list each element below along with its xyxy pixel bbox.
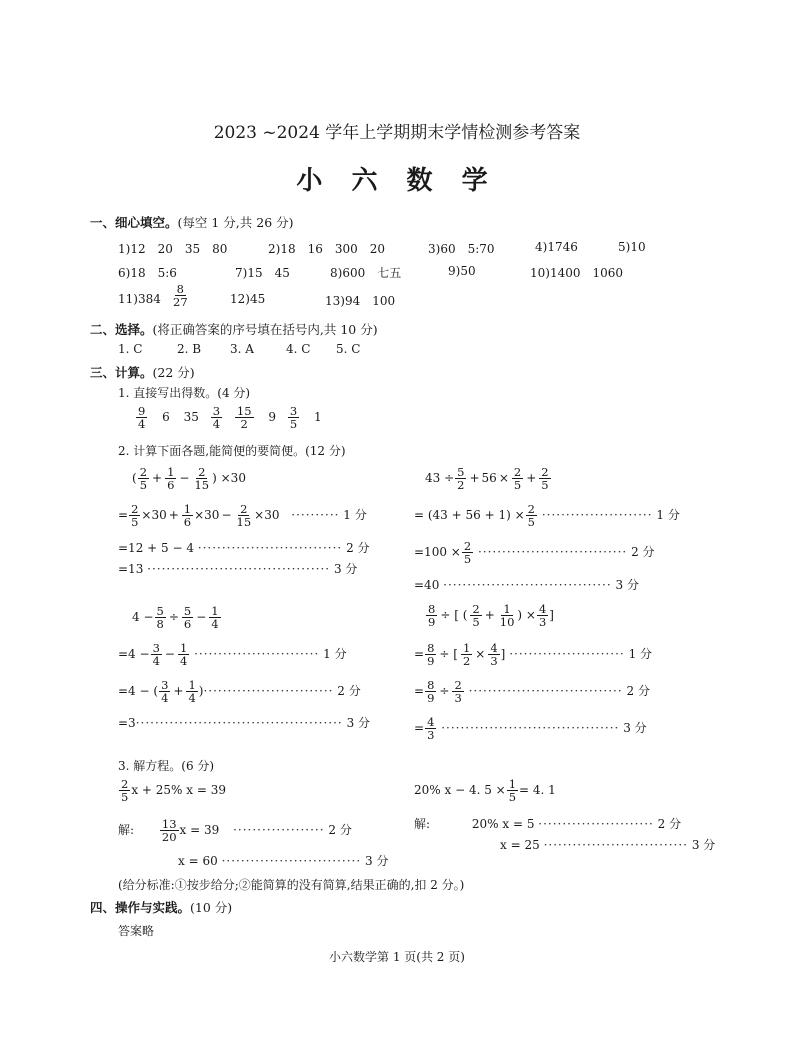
document-title: 2023 ~2024 学年上学期期末学情检测参考答案 <box>213 123 581 143</box>
section-2-heading: 二、选择。(将正确答案的序号填在括号内,共 10 分) <box>90 322 378 337</box>
calc-d-step-2: = $\frac{8}{9}$ ÷ $\frac{2}{3}$ ································ 2 分 <box>414 678 650 706</box>
section-3-heading: 三、计算。(22 分) <box>90 365 195 380</box>
equation-b: 20% x − 4. 5 × $\frac{1}{5}$ = 4. 1 <box>414 777 556 805</box>
calc-a-step-2: =12 + 5 − 4 ······························ 2 分 <box>118 541 370 555</box>
calc-c-step-3: =3··········································· 3 分 <box>118 716 371 730</box>
grading-note: (给分标准:①按步给分;②能简算的没有简算,结果正确的,扣 2 分。) <box>118 878 465 892</box>
page-footer: 小六数学第 1 页(共 2 页) <box>329 950 465 964</box>
equation-b-step-1: 解: 20% x = 5 ························ 2 分 <box>414 817 682 831</box>
q1-label: 1. 直接写出得数。(4 分) <box>118 386 251 400</box>
section-4-answer: 答案略 <box>118 924 155 938</box>
calc-d-step-3: = $\frac{4}{3}$ ····································· 3 分 <box>414 715 647 743</box>
calc-b-step-2: =100 × $\frac{2}{5}$ ······························· 2 分 <box>414 539 655 567</box>
calc-c-problem: 4 − $\frac{5}{8}$ ÷ $\frac{5}{6}$ − $\frac{1}{4}$ <box>132 604 219 632</box>
equation-b-step-2: x = 25 ······························ 3 分 <box>500 838 716 852</box>
document-subtitle: 小 六 数 学 <box>296 166 498 196</box>
calc-d-problem: $\frac{8}{9}$ ÷ [ ( $\frac{2}{5}$ + $\frac{1}{10}$ ) × $\frac{4}{3}$ ] <box>428 602 554 630</box>
equation-a-step-2: x = 60 ····························· 3 分 <box>178 854 389 868</box>
q3-label: 3. 解方程。(6 分) <box>118 759 215 773</box>
calc-b-step-1: = (43 + 56 + 1) × $\frac{2}{5}$ ······················· 1 分 <box>414 502 680 530</box>
section-1-heading: 一、细心填空。(每空 1 分,共 26 分) <box>90 215 294 230</box>
section-4-heading: 四、操作与实践。(10 分) <box>90 900 233 915</box>
calc-a-step-1: = $\frac{2}{5}$ ×30 + $\frac{1}{6}$ ×30 − $\frac{2}{15}$ ×30 ·········· 1 分 <box>118 502 367 530</box>
q1-answers: $\frac{9}{4}$ 6 35 $\frac{3}{4}$ $\frac{15}{2}$ 9 $\frac{3}{5}$ 1 <box>138 404 322 432</box>
calc-a-problem: ( $\frac{2}{5}$ + $\frac{1}{6}$ − $\frac{2}{15}$ ) ×30 <box>132 465 246 493</box>
equation-a: $\frac{2}{5}$ x + 25% x = 39 <box>121 777 226 805</box>
calc-a-step-3: =13 ······································ 3 分 <box>118 562 358 576</box>
q2-label: 2. 计算下面各题,能简便的要简便。(12 分) <box>118 444 346 458</box>
calc-c-step-2: =4 − ( $\frac{3}{4}$ + $\frac{1}{4}$ )··························· 2 分 <box>118 678 361 706</box>
equation-a-step-1: 解: $\frac{13}{20}$ x = 39 ··················· 2 分 <box>118 817 352 845</box>
calc-b-step-3: =40 ··································· 3 分 <box>414 578 639 592</box>
calc-d-step-1: = $\frac{8}{9}$ ÷ [ $\frac{1}{2}$ × $\frac{4}{3}$ ] ························ 1 分 <box>414 641 653 669</box>
calc-c-step-1: =4 − $\frac{3}{4}$ − $\frac{1}{4}$ ·························· 1 分 <box>118 641 347 669</box>
calc-b-problem: 43 ÷ $\frac{5}{2}$ + 56 × $\frac{2}{5}$ + $\frac{2}{5}$ <box>425 465 549 493</box>
